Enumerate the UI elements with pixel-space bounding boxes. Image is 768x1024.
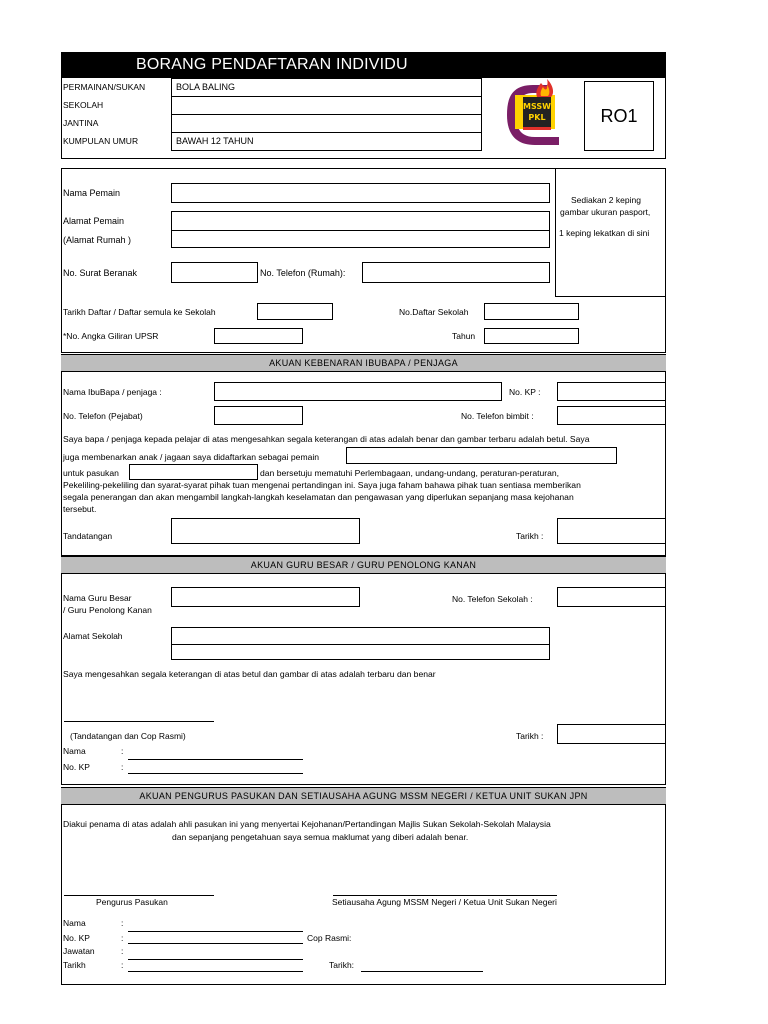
sekolah-label: SEKOLAH [63,100,104,110]
setiausaha-tarikh-line[interactable] [361,971,483,972]
nama-pemain-field[interactable] [171,183,550,203]
parent-declaration-line-2: juga membenarkan anak / jagaan saya didaftarkan sebagai pemain [63,452,320,462]
parent-declaration-line-5: segala penerangan dan akan mengambil langkah-langkah keselamatan dan pengawasan yang diperlukan sepanjang masa kejohanan [63,492,574,502]
nama-guru-besar-label: Nama Guru Besar [63,593,132,603]
parent-section-heading: AKUAN KEBENARAN IBUBAPA / PENJAGA [61,354,666,372]
tel-bimbit-label: No. Telefon bimbit : [461,411,534,421]
alamat-pemain-field-1[interactable] [171,211,550,231]
manager-kp-colon: : [121,933,124,943]
nama-ibubapa-label: Nama IbuBapa / penjaga : [63,387,162,397]
telefon-rumah-label: No. Telefon (Rumah): [260,268,346,278]
tel-sekolah-field[interactable] [557,587,666,607]
headmaster-kp-colon: : [121,762,124,772]
tahun-label: Tahun [452,331,476,341]
headmaster-nama-line[interactable] [128,759,303,760]
form-title: BORANG PENDAFTARAN INDIVIDU [61,52,666,77]
no-kp-label: No. KP : [509,387,541,397]
form-code: RO1 [584,81,654,151]
setiausaha-sign-line [333,895,557,896]
upsr-field[interactable] [214,328,303,344]
tel-bimbit-field[interactable] [557,406,666,425]
logo-text-bottom: PKL [528,113,546,122]
sekolah-field[interactable] [171,96,482,115]
pemain-sukan-field[interactable] [346,447,617,464]
manager-jawatan-colon: : [121,946,124,956]
no-daftar-sekolah-label: No.Daftar Sekolah [399,307,469,317]
parent-declaration-line-3b: dan bersetuju mematuhi Perlembagaan, undang-undang, peraturan-peraturan, [260,468,560,478]
jantina-label: JANTINA [63,118,99,128]
manager-jawatan-line[interactable] [128,959,303,960]
logo-text-top: MSSW [523,102,551,111]
kumpulan-umur-value: BAWAH 12 TAHUN [176,136,254,146]
mssm-logo [503,79,565,151]
manager-tarikh-label: Tarikh [63,960,86,970]
jantina-value [172,120,176,130]
parent-declaration-line-4: Pekeliling-pekeliling dan syarat-syarat pihak tuan mengenai pertandingan ini. Saya juga faham bahawa pihak tuan sentiasa memberikan [63,480,581,490]
pengurus-sign-line [64,895,214,896]
telefon-rumah-field[interactable] [362,262,550,283]
headmaster-kp-line[interactable] [128,773,303,774]
alamat-rumah-label: (Alamat Rumah ) [63,235,132,245]
headmaster-section-heading: AKUAN GURU BESAR / GURU PENOLONG KANAN [61,556,666,574]
nama-ibubapa-field[interactable] [214,382,502,401]
alamat-sekolah-field-2[interactable] [171,644,550,660]
parent-tarikh-label: Tarikh : [516,531,544,541]
headmaster-tarikh-label: Tarikh : [516,731,544,741]
manager-nama-line[interactable] [128,931,303,932]
manager-tarikh-line[interactable] [128,971,303,972]
tarikh-daftar-label: Tarikh Daftar / Daftar semula ke Sekolah [63,307,216,317]
cop-rasmi-label: Cop Rasmi: [307,933,352,943]
photo-divider-bottom [555,296,665,297]
tarikh-daftar-field[interactable] [257,303,333,320]
photo-instruction-1: Sediakan 2 keping [571,195,641,205]
setiausaha-label: Setiausaha Agung MSSM Negeri / Ketua Unit Sukan Negeri [332,897,557,907]
parent-declaration-line-6: tersebut. [63,504,97,514]
manager-kp-line[interactable] [128,943,303,944]
surat-beranak-field[interactable] [171,262,258,283]
nama-guru-besar-field[interactable] [171,587,360,607]
pasukan-field[interactable] [129,464,258,480]
headmaster-kp-label: No. KP [63,762,90,772]
guru-penolong-kanan-label: / Guru Penolong Kanan [63,605,152,615]
photo-instruction-2: gambar ukuran pasport, [560,207,651,217]
parent-tarikh-field[interactable] [557,518,666,544]
manager-declaration-line-1: Diakui penama di atas adalah ahli pasukan ini yang menyertai Kejohanan/Pertandingan Majlis Sukan Sekolah-Sekolah Malaysia [63,819,551,829]
kumpulan-umur-label: KUMPULAN UMUR [63,136,139,146]
pengurus-pasukan-label: Pengurus Pasukan [96,897,168,907]
tahun-field[interactable] [484,328,579,344]
photo-instruction-3: 1 keping lekatkan di sini [559,228,650,238]
no-kp-field[interactable] [557,382,666,401]
alamat-sekolah-label: Alamat Sekolah [63,631,123,641]
parent-declaration-line-3a: untuk pasukan [63,468,119,478]
alamat-pemain-label: Alamat Pemain [63,216,125,226]
alamat-pemain-field-2[interactable] [171,230,550,248]
manager-tarikh2-label: Tarikh: [329,960,355,970]
no-daftar-sekolah-field[interactable] [484,303,579,320]
tandatangan-field[interactable] [171,518,360,544]
manager-nama-colon: : [121,918,124,928]
sekolah-value [172,102,176,112]
headmaster-tarikh-field[interactable] [557,724,666,744]
manager-kp-label: No. KP [63,933,90,943]
manager-declaration-line-2: dan sepanjang pengetahuan saya semua maklumat yang diberi adalah benar. [172,832,469,842]
nama-pemain-label: Nama Pemain [63,188,121,198]
permainan-value: BOLA BALING [176,82,236,92]
upsr-label: *No. Angka Giliran UPSR [63,331,159,341]
tel-pejabat-label: No. Telefon (Pejabat) [63,411,143,421]
tel-sekolah-label: No. Telefon Sekolah : [452,594,533,604]
headmaster-nama-label: Nama [63,746,86,756]
manager-tarikh-colon: : [121,960,124,970]
tandatangan-label: Tandatangan [63,531,113,541]
headmaster-sign-label: (Tandatangan dan Cop Rasmi) [70,731,186,741]
headmaster-nama-colon: : [121,746,124,756]
photo-divider-left [555,169,556,296]
manager-nama-label: Nama [63,918,86,928]
manager-section-heading: AKUAN PENGURUS PASUKAN DAN SETIAUSAHA AGUNG MSSM NEGERI / KETUA UNIT SUKAN JPN [61,787,666,805]
manager-jawatan-label: Jawatan [63,946,95,956]
surat-beranak-label: No. Surat Beranak [63,268,138,278]
headmaster-statement: Saya mengesahkan segala keterangan di atas betul dan gambar di atas adalah terbaru dan benar [63,669,436,679]
headmaster-sign-line [64,721,214,722]
tel-pejabat-field[interactable] [214,406,303,425]
alamat-sekolah-field-1[interactable] [171,627,550,645]
parent-declaration-line-1: Saya bapa / penjaga kepada pelajar di atas mengesahkan segala keterangan di atas adalah benar dan gambar terbaru adalah betul. Saya [63,434,590,444]
jantina-field[interactable] [171,114,482,133]
permainan-label: PERMAINAN/SUKAN [63,82,146,92]
